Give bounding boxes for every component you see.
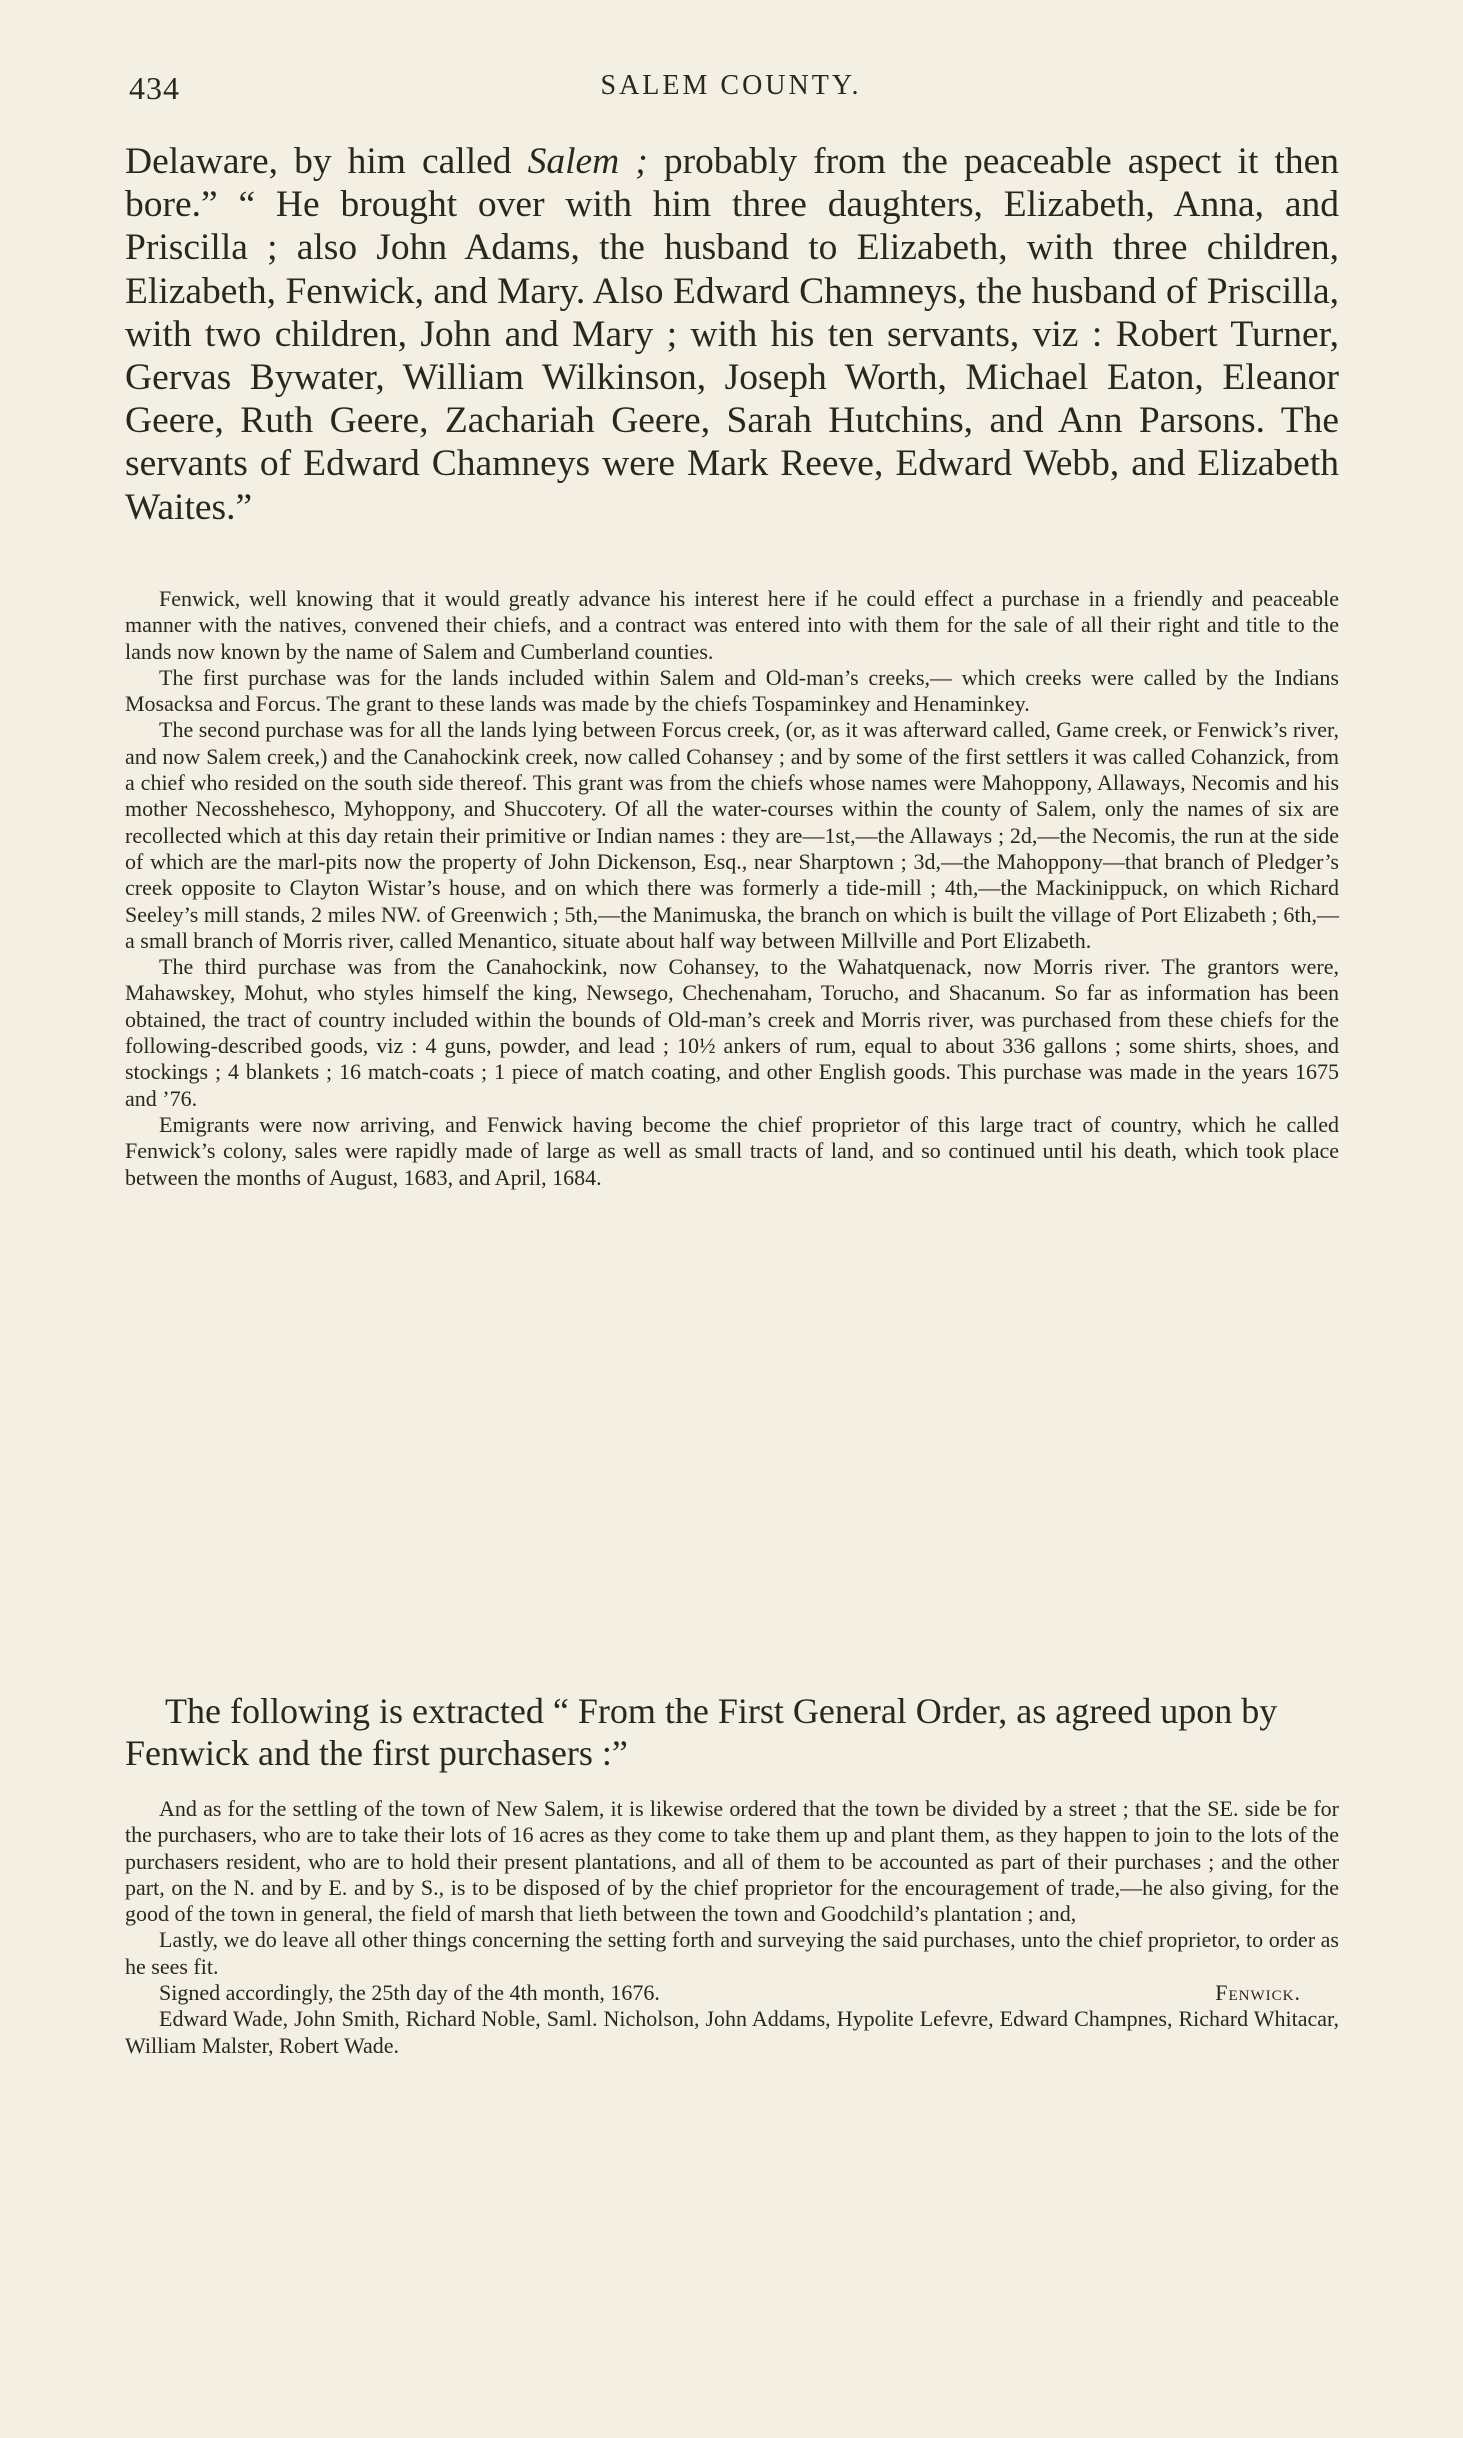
paragraph-fenwick-contract: Fenwick, well knowing that it would greatly advance his interest here if he could effect a purchase in a friendly and peaceable manner with the natives, convened their chiefs, and a contract was entered into with them for the sale of all their right and title to the lands now known by the name of Salem and Cumberland counties. xyxy=(125,586,1339,664)
general-order-section xyxy=(125,1796,1339,2059)
paragraph-first-purchase: The first purchase was for the lands included within Salem and Old-man’s creeks,— which creeks were called by the Indians Mosacksa and Forcus. The grant to these lands was made by the chiefs Tospaminkey and Henaminkey. xyxy=(125,664,1339,717)
page-header xyxy=(125,62,1337,112)
paragraph-lastly: Lastly, we do leave all other things concerning the setting forth and surveying the said purchases, unto the chief proprietor, to order as he sees fit. xyxy=(125,1927,1339,1979)
italic-place-name: Salem ; xyxy=(527,141,648,182)
section-heading: The following is extracted “ From the First General Order, as agreed upon by Fenwick and the first purchasers :” xyxy=(125,1691,1278,1773)
page-number: 434 xyxy=(129,70,180,106)
purchase-history-section xyxy=(125,586,1339,1191)
quoted-text-rest: probably from the peaceable aspect it then bore.” “ He brought over with him three daughters, Elizabeth, Anna, and Priscilla ; also John Adams, the husband to Elizabeth, with three children, Elizabeth, Fenwick, and Mary. Also Edward Chamneys, the husband of Priscilla, with two children, John and Mary ; with his ten servants, viz : Robert Turner, Gervas Bywater, William Wilkinson, Joseph Worth, Michael Eaton, Eleanor Geere, Ruth Geere, Zachariah Geere, Sarah Hutchins, and Ann Parsons. The servants of Edward Chamneys were Mark Reeve, Edward Webb, and Elizabeth Waites.” xyxy=(125,141,1339,528)
quoted-text-start: Delaware, by him called xyxy=(125,141,528,182)
witness-list: Edward Wade, John Smith, Richard Noble, Saml. Nicholson, John Addams, Hypolite Lefevre, Edward Champnes, Richard Whitacar, William Malster, Robert Wade. xyxy=(125,2006,1339,2058)
running-title: SALEM COUNTY. xyxy=(600,70,862,101)
paragraph-third-purchase: The third purchase was from the Canahockink, now Cohansey, to the Wahatquenack, now Morris river. The grantors were, Mahawskey, Mohut, who styles himself the king, Newsego, Chechenaham, Torucho, and Shacanum. So far as information has been obtained, the tract of country included within the bounds of Old-man’s creek and Morris river, was purchased from these chiefs for the following-described goods, viz : 4 guns, powder, and lead ; 10½ ankers of rum, equal to about 336 gallons ; some shirts, shoes, and stockings ; 4 blankets ; 16 match-coats ; 1 piece of match coating, and other English goods. This purchase was made in the years 1675 and ’76. xyxy=(125,954,1339,1111)
signature: Fenwick. xyxy=(1215,1980,1301,2006)
signed-date: Signed accordingly, the 25th day of the 4th month, 1676. xyxy=(159,1980,660,2006)
quoted-paragraph xyxy=(125,140,1339,529)
paragraph-town-settling: And as for the settling of the town of New Salem, it is likewise ordered that the town be divided by a street ; that the SE. side be for the purchasers, who are to take their lots of 16 acres as they come to take them up and plant them, as they happen to join to the lots of the purchasers resident, who are to hold their present plantations, and all of them to be accounted as part of their purchases ; and the other part, on the N. and by E. and by S., is to be disposed of by the chief proprietor for the encouragement of trade,—he also giving, for the good of the town in general, the field of marsh that lieth between the town and Goodchild’s plantation ; and, xyxy=(125,1796,1339,1927)
paragraph-emigrants: Emigrants were now arriving, and Fenwick having become the chief proprietor of this large tract of country, which he called Fenwick’s colony, sales were rapidly made of large as well as small tracts of land, and so continued until his death, which took place between the months of August, 1683, and April, 1684. xyxy=(125,1111,1339,1190)
signed-line xyxy=(125,1980,1339,2006)
paragraph-second-purchase: The second purchase was for all the lands lying between Forcus creek, (or, as it was afterward called, Game creek, or Fenwick’s river, and now Salem creek,) and the Canahockink creek, now called Cohansey ; and by some of the first settlers it was called Cohanzick, from a chief who resided on the south side thereof. This grant was from the chiefs whose names were Mahoppony, Allaways, Necomis and his mother Necosshehesco, Myhoppony, and Shuccotery. Of all the water-courses within the county of Salem, only the names of six are recollected which at this day retain their primitive or Indian names : they are—1st,—the Allaways ; 2d,—the Necomis, the run at the side of which are the marl-pits now the property of John Dickenson, Esq., near Sharptown ; 3d,—the Mahoppony—that branch of Pledger’s creek opposite to Clayton Wistar’s house, and on which there was formerly a tide-mill ; 4th,—the Mackinippuck, on which Richard Seeley’s mill stands, 2 miles NW. of Greenwich ; 5th,—the Manimuska, the branch on which is built the village of Port Elizabeth ; 6th,—a small branch of Morris river, called Menantico, situate about half way between Millville and Port Elizabeth. xyxy=(125,717,1339,953)
